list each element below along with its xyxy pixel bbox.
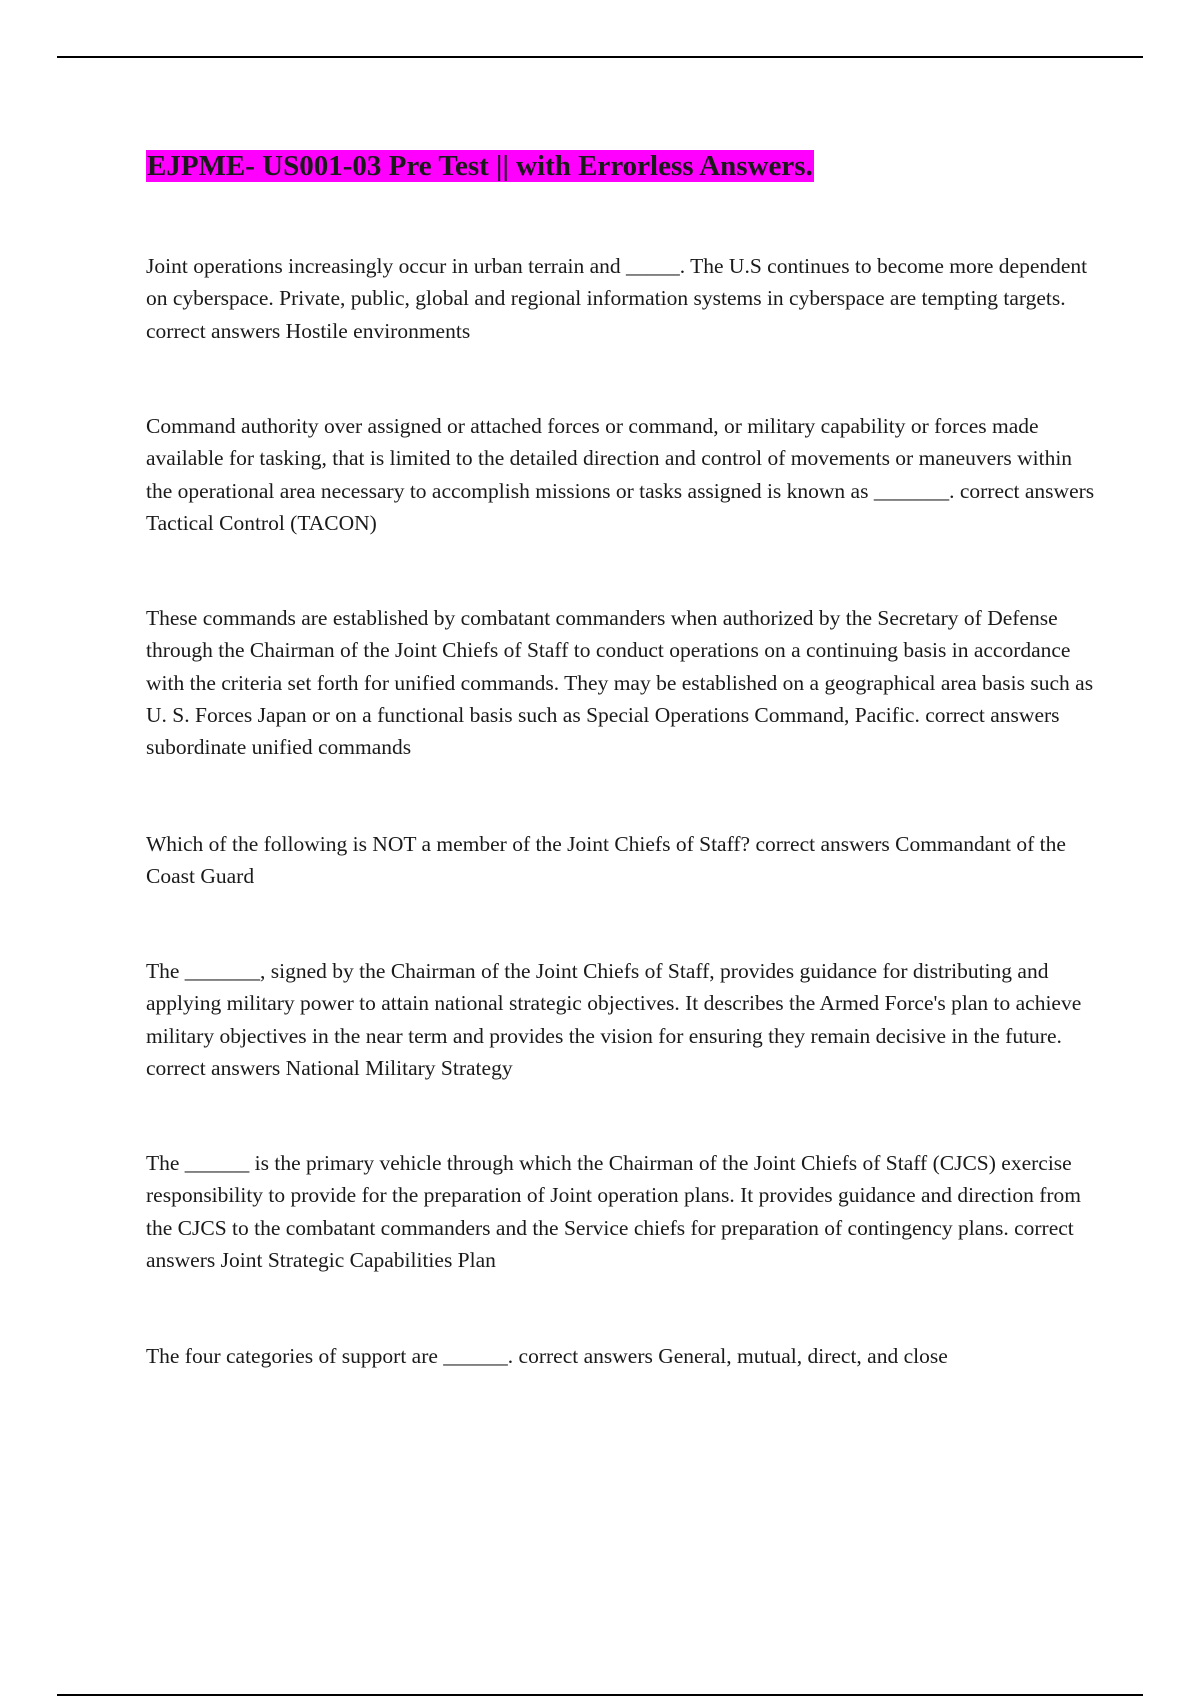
top-rule: [57, 56, 1143, 58]
qa-entry-7: The four categories of support are ______. correct answers General, mutual, direct, and close: [146, 1344, 948, 1368]
bottom-rule: [57, 1694, 1143, 1696]
qa-entry-5: The _______, signed by the Chairman of the Joint Chiefs of Staff, provides guidance for distributing and applying military power to attain national strategic objectives. It describes the Armed Force's plan to achieve military objectives in the near term and provides the vision for ensuring they remain decisive in the future. correct answers National Military Strategy: [146, 959, 1082, 1080]
document-title: [146, 146, 814, 186]
qa-entry-2: Command authority over assigned or attached forces or command, or military capability or forces made available for tasking, that is limited to the detailed direction and control of movements or maneuvers within the operational area necessary to accomplish missions or tasks assigned is known as _______. correct answers Tactical Control (TACON): [146, 414, 1095, 535]
qa-entry-1: Joint operations increasingly occur in urban terrain and _____. The U.S continues to become more dependent on cyberspace. Private, public, global and regional information systems in cyberspace are tempting targets. correct answers Hostile environments: [146, 254, 1088, 343]
qa-entry-3: These commands are established by combatant commanders when authorized by the Secretary of Defense through the Chairman of the Joint Chiefs of Staff to conduct operations on a continuing basis in accordance with the criteria set forth for unified commands. They may be established on a geographical area basis such as U. S. Forces Japan or on a functional basis such as Special Operations Command, Pacific. correct answers subordinate unified commands: [146, 606, 1094, 760]
qa-entry-6: The ______ is the primary vehicle through which the Chairman of the Joint Chiefs of Staff (CJCS) exercise responsibility to provide for the preparation of Joint operation plans. It provides guidance and direction from the CJCS to the combatant commanders and the Service chiefs for preparation of contingency plans. correct answers Joint Strategic Capabilities Plan: [146, 1151, 1082, 1272]
title-highlight: EJPME- US001-03 Pre Test || with Errorless Answers.: [147, 150, 813, 182]
qa-entry-4: Which of the following is NOT a member of the Joint Chiefs of Staff? correct answers Commandant of the Coast Guard: [146, 832, 1066, 889]
